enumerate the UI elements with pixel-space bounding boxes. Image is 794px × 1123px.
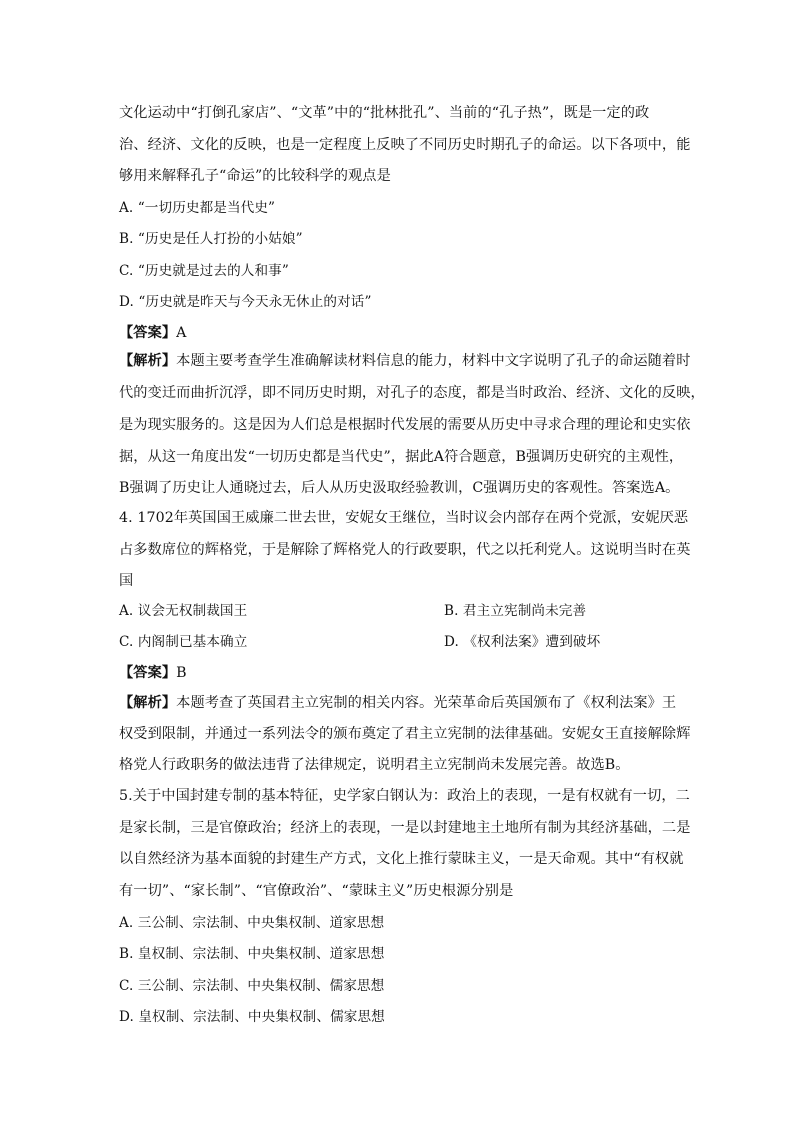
q3-analysis-line-4: 据，从这一角度出发“一切历史都是当代史”，据此A符合题意，B强调历史研究的主观性， bbox=[119, 449, 684, 465]
q5-stem-line-4: 有一切”、“家长制”、“官僚政治”、“蒙昧主义”历史根源分别是 bbox=[119, 883, 514, 899]
q5-option-a: A. 三公制、宗法制、中央集权制、道家思想 bbox=[119, 915, 385, 931]
q4-option-a: A. 议会无权制裁国王 bbox=[119, 603, 248, 619]
analysis-text: 本题考查了英国君主立宪制的相关内容。光荣革命后英国颁布了《权利法案》王 bbox=[176, 695, 677, 711]
analysis-text: 本题主要考查学生准确解读材料信息的能力，材料中文字说明了孔子的命运随着时 bbox=[176, 353, 691, 369]
q4-analysis-line-3: 格党人行政职务的做法违背了法律规定，说明君主立宪制尚未发展完善。故选B。 bbox=[119, 757, 630, 773]
answer-tag: 【答案】 bbox=[119, 325, 177, 341]
q5-option-c: C. 三公制、宗法制、中央集权制、儒家思想 bbox=[119, 978, 385, 994]
q3-stem-line-2: 治、经济、文化的反映，也是一定程度上反映了不同历史时期孔子的命运。以下各项中，能 bbox=[119, 137, 691, 153]
q3-analysis-line-5: B强调了历史让人通晓过去，后人从历史汲取经验教训，C强调历史的客观性。答案选A。 bbox=[119, 480, 680, 496]
q3-analysis-line-1 bbox=[119, 352, 691, 370]
q5-option-d: D. 皇权制、宗法制、中央集权制、儒家思想 bbox=[119, 1009, 385, 1025]
q5-stem-line-3: 以自然经济为基本面貌的封建生产方式，文化上推行蒙昧主义，一是天命观。其中“有权就 bbox=[119, 851, 684, 867]
analysis-tag: 【解析】 bbox=[119, 695, 177, 711]
q3-stem-line-3: 够用来解释孔子“命运”的比较科学的观点是 bbox=[119, 168, 391, 184]
q4-option-b: B. 君主立宪制尚未完善 bbox=[444, 603, 587, 619]
answer-value: B bbox=[176, 665, 187, 681]
q4-stem-line-3: 国 bbox=[119, 573, 134, 589]
q3-option-d: D. “历史就是昨天与今天永无休止的对话” bbox=[119, 294, 372, 310]
q4-analysis-line-1 bbox=[119, 694, 676, 712]
q3-option-c: C. “历史就是过去的人和事” bbox=[119, 263, 289, 279]
q5-stem-line-2: 是家长制，三是官僚政治；经济上的表现，一是以封建地主土地所有制为其经济基础，二是 bbox=[119, 820, 691, 836]
q4-answer bbox=[119, 664, 187, 682]
q3-analysis-line-3: 是为现实服务的。这是因为人们总是根据时代发展的需要从历史中寻求合理的理论和史实依 bbox=[119, 417, 691, 433]
q3-stem-line-1: 文化运动中“打倒孔家店”、“文革”中的“批林批孔”、当前的“孔子热”，既是一定的政 bbox=[119, 105, 650, 121]
q5-stem-line-1: 5.关于中国封建专制的基本特征，史学家白钢认为：政治上的表现，一是有权就有一切，二 bbox=[119, 788, 690, 804]
answer-value: A bbox=[176, 325, 187, 341]
q3-option-a: A. “一切历史都是当代史” bbox=[119, 200, 276, 216]
q4-option-d: D. 《权利法案》遭到破坏 bbox=[444, 634, 601, 650]
q3-analysis-line-2: 代的变迁而曲折沉浮，即不同历史时期，对孔子的态度，都是当时政治、经济、文化的反映， bbox=[119, 385, 705, 401]
q4-stem-line-2: 占多数席位的辉格党，于是解除了辉格党人的行政要职，代之以托利党人。这说明当时在英 bbox=[119, 542, 691, 558]
q4-analysis-line-2: 权受到限制，并通过一系列法令的颁布奠定了君主立宪制的法律基础。安妮女王直接解除辉 bbox=[119, 726, 691, 742]
q4-option-c: C. 内阁制已基本确立 bbox=[119, 634, 248, 650]
q3-option-b: B. “历史是任人打扮的小姑娘” bbox=[119, 231, 303, 247]
answer-tag: 【答案】 bbox=[119, 665, 177, 681]
q4-stem-line-1: 4. 1702年英国国王威廉二世去世，安妮女王继位，当时议会内部存在两个党派，安妮厌恶 bbox=[119, 510, 689, 526]
analysis-tag: 【解析】 bbox=[119, 353, 177, 369]
q5-option-b: B. 皇权制、宗法制、中央集权制、道家思想 bbox=[119, 946, 385, 962]
q3-answer bbox=[119, 324, 187, 342]
